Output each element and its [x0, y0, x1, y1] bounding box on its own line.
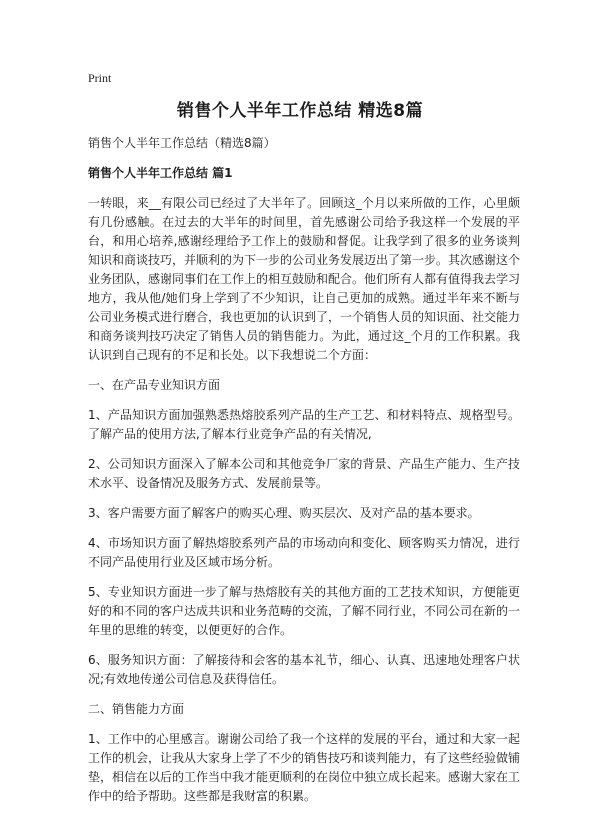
print-link[interactable]: Print [88, 71, 112, 85]
paragraph-item: 1、产品知识方面加强熟悉热熔胶系列产品的生产工艺、和材料特点、规格型号。了解产品的使用方法,了解本行业竞争产品的有关情况, [88, 408, 520, 441]
paragraph-item: 2、公司知识方面深入了解本公司和其他竞争厂家的背景、产品生产能力、生产技术水平、设备情况及服务方式、发展前景等。 [88, 457, 520, 490]
document-subtitle: 销售个人半年工作总结（精选8篇） [88, 136, 276, 150]
section-heading: 销售个人半年工作总结 篇1 [88, 166, 233, 180]
document-body [88, 134, 520, 817]
paragraph-item: 6、服务知识方面：了解接待和会客的基本礼节，细心、认真、迅速地处理客户状况;有效地传递公司信息及获得信任。 [88, 653, 520, 686]
paragraph-item: 4、市场知识方面了解热熔胶系列产品的市场动向和变化、顾客购买力情况，进行不同产品使用行业及区域市场分析。 [88, 536, 520, 569]
paragraph-item: 5、专业知识方面进一步了解与热熔胶有关的其他方面的工艺技术知识，方便能更好的和不同的客户达成共识和业务范畴的交流，了解不同行业，不同公司在新的一年里的思维的转变，以便更好的合作。 [88, 585, 521, 637]
paragraph-heading-sales-ability: 二、销售能力方面 [88, 702, 185, 716]
paragraph-item: 3、客户需要方面了解客户的购买心理、购买层次、及对产品的基本要求。 [88, 506, 480, 520]
page-title: 销售个人半年工作总结 精选8篇 [176, 101, 424, 121]
paragraph-item: 1、工作中的心里感言。谢谢公司给了我一个这样的发展的平台，通过和大家一起工作的机会，让我从大家身上学了不少的销售技巧和谈判能力，有了这些经验做铺垫，相信在以后的工作当中我才能更顺利的在岗位中独立成长起来。感谢大家在工作中的给予帮助。这些都是我财富的积累。 [88, 732, 521, 803]
paragraph-intro: 一转眼，来__有限公司已经过了大半年了。回顾这_个月以来所做的工作，心里颇有几份感触。在过去的大半年的时间里，首先感谢公司给予我这样一个发展的平台，和用心培养,感谢经理给予工作上的鼓励和督促。让我学到了很多的业务谈判知识和商谈技巧，并顺利的为下一步的公司业务发展迈出了第一步。其次感谢这个业务团队，感谢同事们在工作上的相互鼓励和配合。他们所有人都有值得我去学习地方，我从他/她们身上学到了不少知识，让自己更加的成熟。通过半年来不断与公司业务模式进行磨合，我也更加的认识到了，一个销售人员的知识面、社交能力和商务谈判技巧决定了销售人员的销售能力。为此，通过这_个月的工作积累。我认识到自己现有的不足和长处。以下我想说二个方面： [88, 196, 521, 362]
paragraph-heading-product-knowledge: 一、在产品专业知识方面 [88, 378, 221, 392]
